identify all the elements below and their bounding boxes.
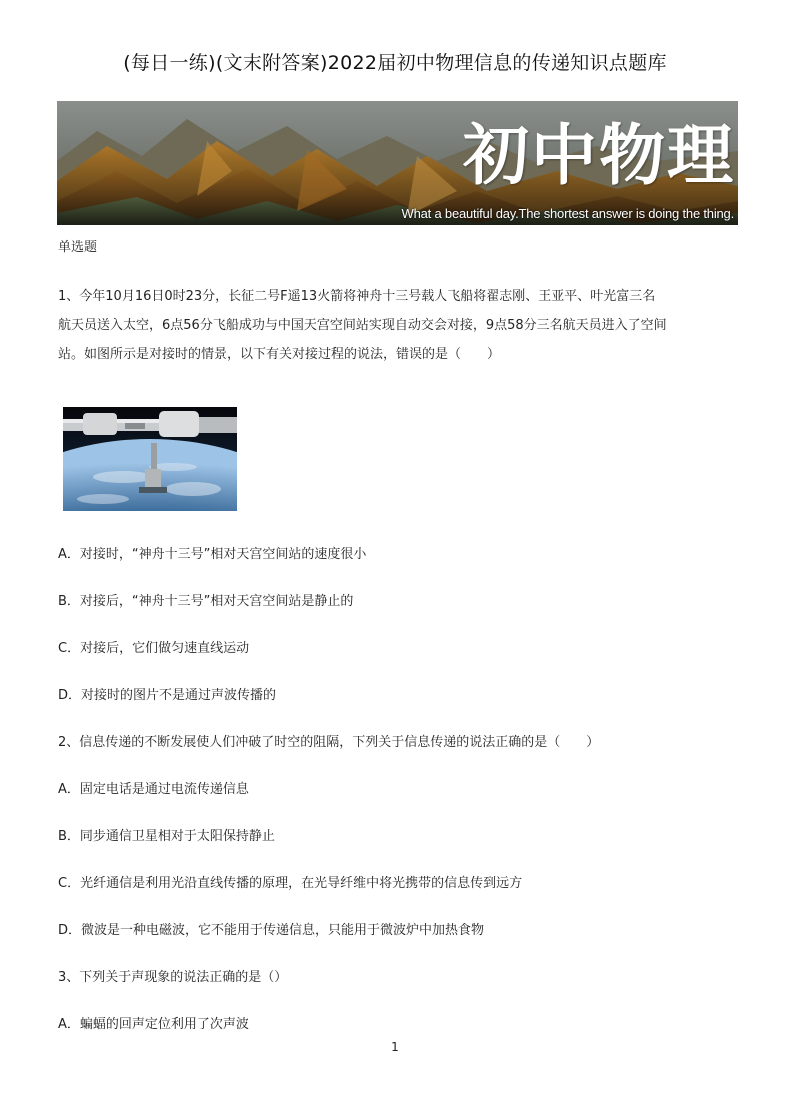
banner-heading: 初中物理: [463, 116, 735, 194]
page-number: 1: [391, 1040, 399, 1054]
space-station-docking-illustration: [63, 407, 237, 511]
option-item: B．同步通信卫星相对于太阳保持静止: [58, 829, 275, 844]
question-1-line: 站。如图所示是对接时的情景，以下有关对接过程的说法，错误的是（ ）: [58, 347, 501, 362]
banner-image: [57, 101, 738, 225]
option-item: D．微波是一种电磁波，它不能用于传递信息，只能用于微波炉中加热食物: [58, 923, 485, 938]
option-item: C．光纤通信是利用光沿直线传播的原理，在光导纤维中将光携带的信息传到远方: [58, 876, 523, 891]
question-3-stem: 3、下列关于声现象的说法正确的是（）: [58, 970, 288, 985]
question-1-stem: [58, 282, 728, 369]
document-title: (每日一练)(文末附答案)2022届初中物理信息的传递知识点题库: [123, 52, 667, 74]
option-item: A．固定电话是通过电流传递信息: [58, 782, 249, 797]
option-item: A．蝙蝠的回声定位利用了次声波: [58, 1017, 249, 1032]
question-1-line: 1、今年10月16日0时23分，长征二号F遥13火箭将神舟十三号载人飞船将翟志刚、王亚平、叶光富三名: [58, 289, 656, 304]
question-2-stem: 2、信息传递的不断发展使人们冲破了时空的阻隔，下列关于信息传递的说法正确的是（ ）: [58, 735, 600, 750]
question-1-line: 航天员送入太空，6点56分飞船成功与中国天宫空间站实现自动交会对接，9点58分三名航天员进入了空间: [58, 318, 667, 333]
section-label: 单选题: [58, 240, 98, 255]
banner-caption: What a beautiful day.The shortest answer is doing the thing.: [401, 206, 734, 221]
option-item: D．对接时的图片不是通过声波传播的: [58, 688, 277, 703]
option-item: A．对接时，“神舟十三号”相对天宫空间站的速度很小: [58, 547, 367, 562]
option-item: B．对接后，“神舟十三号”相对天宫空间站是静止的: [58, 594, 354, 609]
option-item: C．对接后，它们做匀速直线运动: [58, 641, 250, 656]
docking-photo: [63, 407, 237, 511]
